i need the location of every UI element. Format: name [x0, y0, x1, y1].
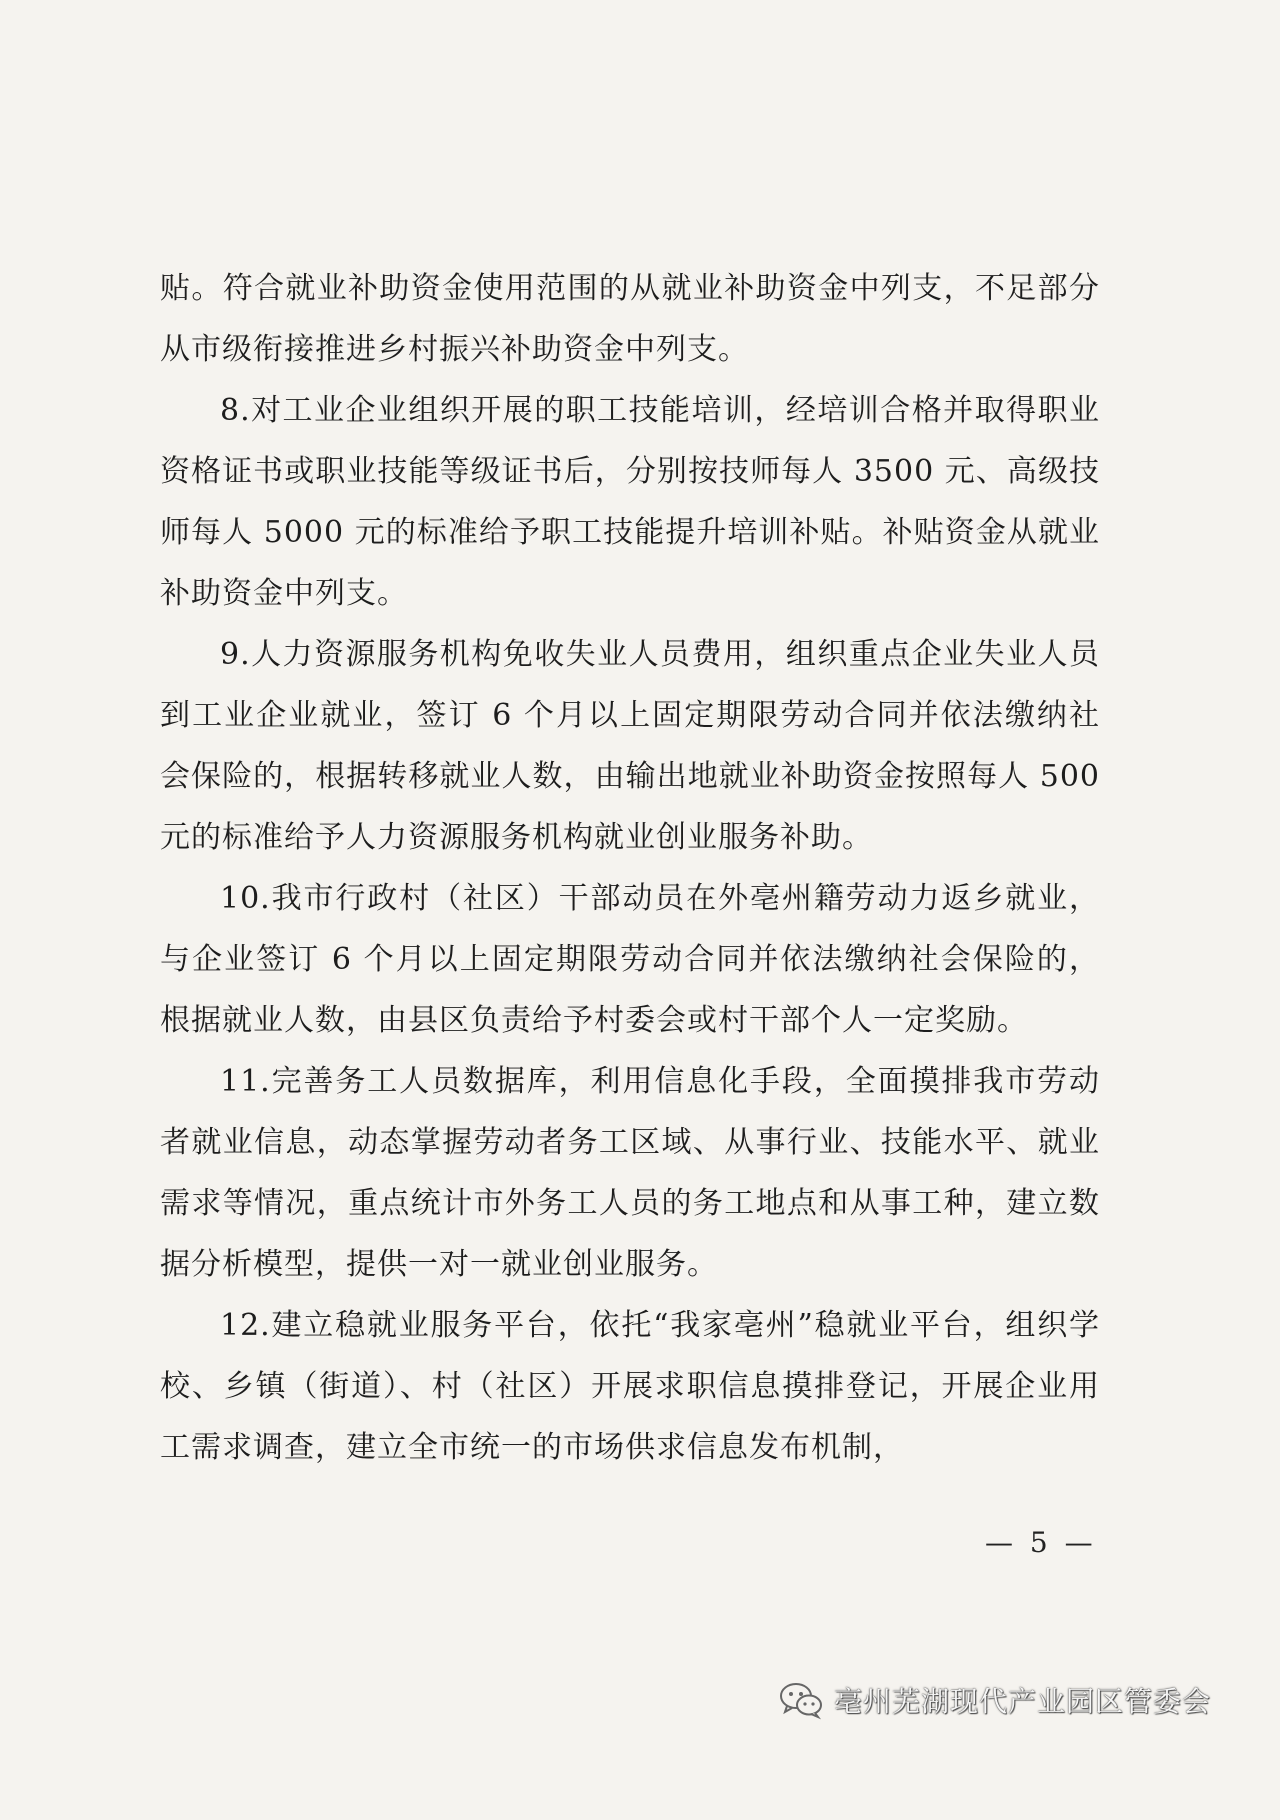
page-number: — 5 —	[985, 1526, 1097, 1559]
wechat-icon	[778, 1680, 824, 1720]
paragraph-item-9: 9.人力资源服务机构免收失业人员费用，组织重点企业失业人员到工业企业就业，签订 6 个月以上固定期限劳动合同并依法缴纳社会保险的，根据转移就业人数，由输出地就业补助资金按照每人 500 元的标准给予人力资源服务机构就业创业服务补助。	[160, 637, 1100, 855]
watermark	[778, 1675, 1211, 1725]
paragraph-item-10: 10.我市行政村（社区）干部动员在外亳州籍劳动力返乡就业，与企业签订 6 个月以上固定期限劳动合同并依法缴纳社会保险的，根据就业人数，由县区负责给予村委会或村干部个人一定奖励。	[160, 881, 1100, 1038]
paragraph-item-8: 8.对工业企业组织开展的职工技能培训，经培训合格并取得职业资格证书或职业技能等级证书后，分别按技师每人 3500 元、高级技师每人 5000 元的标准给予职工技能提升培训补贴。补贴资金从就业补助资金中列支。	[160, 393, 1100, 611]
watermark-text: 亳州芜湖现代产业园区管委会	[834, 1685, 1212, 1718]
paragraph-item-12: 12.建立稳就业服务平台，依托“我家亳州”稳就业平台，组织学校、乡镇（街道）、村（社区）开展求职信息摸排登记，开展企业用工需求调查，建立全市统一的市场供求信息发布机制，	[160, 1308, 1100, 1465]
paragraph-continuation: 贴。符合就业补助资金使用范围的从就业补助资金中列支，不足部分从市级衔接推进乡村振兴补助资金中列支。	[160, 271, 1100, 367]
paragraph-item-11: 11.完善务工人员数据库，利用信息化手段，全面摸排我市劳动者就业信息，动态掌握劳动者务工区域、从事行业、技能水平、就业需求等情况，重点统计市外务工人员的务工地点和从事工种，建立数据分析模型，提供一对一就业创业服务。	[160, 1064, 1100, 1282]
document-body	[160, 258, 1100, 1478]
